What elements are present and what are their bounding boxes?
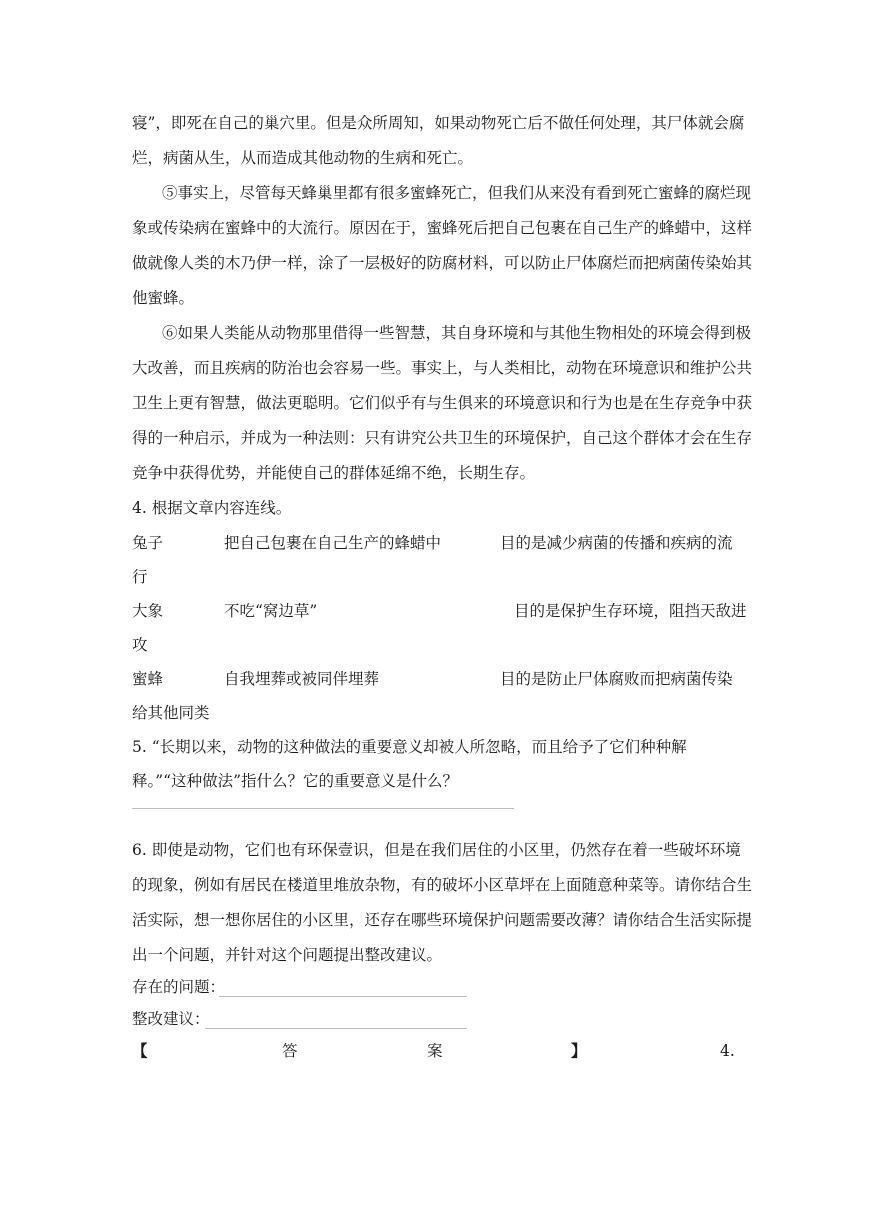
passage-p5-line-4: 他蜜蜂。 — [132, 289, 195, 307]
answer-close-bracket: 】 — [571, 1041, 587, 1060]
passage-p5-line-3: 做就像人类的木乃伊一样，涂了一层极好的防腐材料，可以防止尸体腐烂而把病菌传染始其 — [132, 254, 753, 272]
passage-p6-line-1: ⑥如果人类能从动物那里借得一些智慧，其自身环境和与其他生物相处的环境会得到极 — [162, 324, 752, 342]
q4-purpose: 目的是防止尸体腐败而把病菌传染 — [500, 670, 733, 688]
q6-line-2: 的现象，例如有居民在楼道里堆放杂物，有的破坏小区草坪在上面随意种菜等。请你结合生 — [132, 876, 753, 894]
q4-purpose-wrap: 攻 — [132, 636, 148, 654]
q5-line-1: 5. “长期以来，动物的这种做法的重要意义却被人所忽略，而且给予了它们种种解 — [132, 738, 687, 756]
passage-p5-line-1: ⑤事实上，尽管每天蜂巢里都有很多蜜蜂死亡，但我们从来没有看到死亡蜜蜂的腐烂现 — [162, 184, 752, 202]
q4-behavior: 把自己包裹在自己生产的蜂蜡中 — [224, 534, 442, 552]
q4-animal: 大象 — [132, 602, 164, 620]
q6-problem-label: 存在的问题： — [132, 978, 226, 996]
q5-line-2: 释。”“这种做法”指什么？它的重要意义是什么？ — [132, 772, 459, 790]
q6-problem-blank[interactable] — [219, 996, 467, 997]
q4-purpose-wrap: 给其他同类 — [132, 704, 210, 722]
q6-suggestion-label: 整改建议： — [132, 1010, 210, 1028]
q4-behavior: 不吃“窝边草” — [224, 602, 318, 620]
passage-p6-line-4: 得的一种启示，并成为一种法则：只有讲究公共卫生的环境保护，自己这个群体才会在生存 — [132, 429, 753, 447]
answer-open-bracket: 【 — [132, 1041, 148, 1060]
answer-number: 4. — [720, 1042, 735, 1060]
q6-line-3: 活实际，想一想你居住的小区里，还存在哪些环境保护问题需要改薄？请你结合生活实际提 — [132, 911, 753, 929]
answer-char-1: 答 — [282, 1042, 298, 1060]
q4-purpose: 目的是保护生存环境，阻挡天敌进 — [514, 602, 747, 620]
q4-title: 4. 根据文章内容连线。 — [132, 499, 292, 517]
q4-purpose: 目的是减少病菌的传播和疾病的流 — [500, 534, 733, 552]
passage-p4-line-1: 寝”，即死在自己的巢穴里。但是众所周知，如果动物死亡后不做任何处理，其尸体就会腐 — [132, 114, 745, 132]
passage-p4-line-2: 烂，病菌从生，从而造成其他动物的生病和死亡。 — [132, 149, 474, 167]
q4-animal: 蜜蜂 — [132, 670, 164, 688]
answer-char-2: 案 — [427, 1042, 443, 1060]
passage-p6-line-3: 卫生上更有智慧，做法更聪明。它们似乎有与生俱来的环境意识和行为也是在生存竞争中获 — [132, 394, 753, 412]
q6-suggestion-blank[interactable] — [205, 1028, 467, 1029]
q6-line-1: 6. 即使是动物，它们也有环保壹识，但是在我们居住的小区里，仍然存在着一些破坏环境 — [132, 841, 741, 859]
q5-answer-blank[interactable] — [132, 808, 514, 809]
q4-animal: 兔子 — [132, 534, 164, 552]
q4-behavior: 自我埋葬或被同伴埋葬 — [224, 670, 380, 688]
passage-p6-line-5: 竞争中获得优势，并能使自己的群体延绵不绝，长期生存。 — [132, 464, 536, 482]
passage-p5-line-2: 象或传染病在蜜蜂中的大流行。原因在于，蜜蜂死后把自己包裹在自己生产的蜂蜡中，这样 — [132, 219, 753, 237]
q4-purpose-wrap: 行 — [132, 568, 148, 586]
q6-line-4: 出一个问题，并针对这个问题提出整改建议。 — [132, 946, 443, 964]
passage-p6-line-2: 大改善，而且疾病的防治也会容易一些。事实上，与人类相比，动物在环境意识和维护公共 — [132, 359, 753, 377]
